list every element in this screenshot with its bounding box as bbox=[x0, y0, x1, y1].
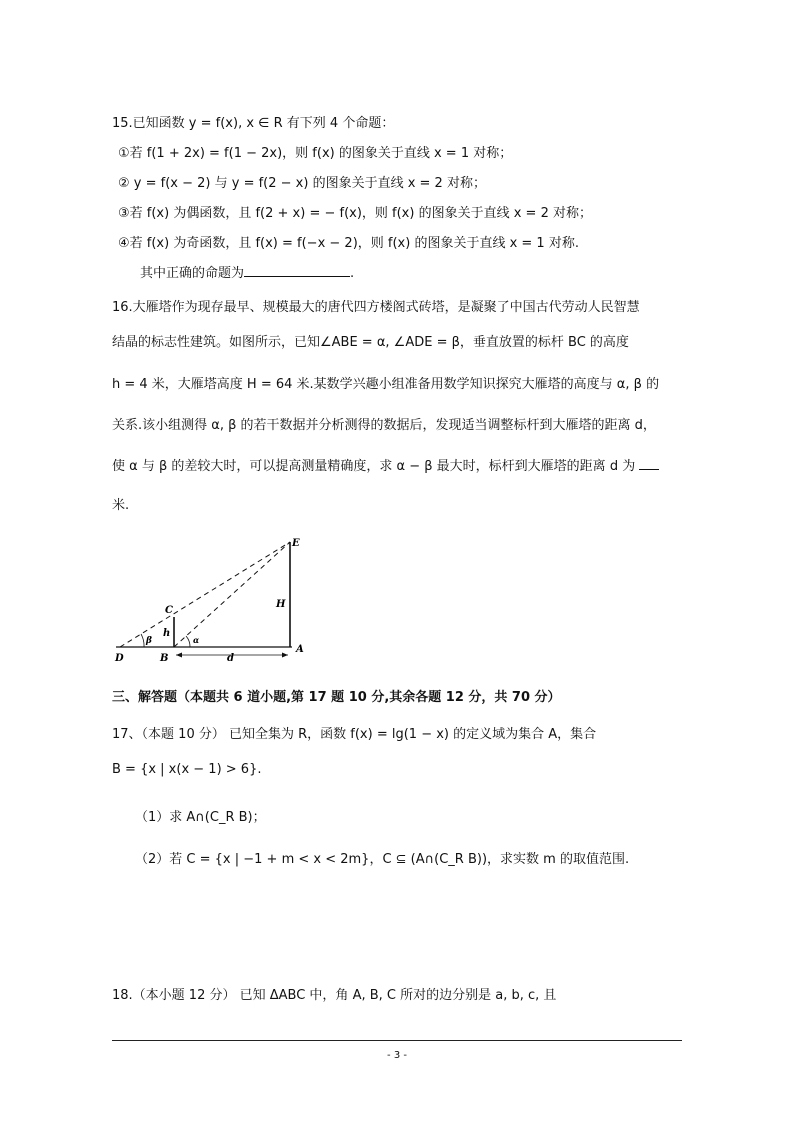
alpha-arc bbox=[186, 636, 190, 647]
q15-item-3: ③若 f(x) 为偶函数，且 f(2 + x) = − f(x)，则 f(x) 的图象关于直线 x = 2 对称； bbox=[118, 206, 592, 221]
q17-line-1: 17、（本题 10 分） 已知全集为 R，函数 f(x) = lg(1 − x) 的定义域为集合 A，集合 bbox=[112, 727, 597, 742]
q16-figure bbox=[110, 530, 310, 665]
label-E: E bbox=[292, 538, 300, 549]
label-B: B bbox=[160, 653, 169, 664]
q15-item-2: ② y = f(x − 2) 与 y = f(2 − x) 的图象关于直线 x = 2 对称； bbox=[118, 176, 486, 191]
q17-part-1: （1）求 A∩(C_R B)； bbox=[135, 810, 266, 825]
q15-answer-line bbox=[140, 262, 354, 281]
q16-line-3: h = 4 米，大雁塔高度 H = 64 米.某数学兴趣小组准备用数学知识探究大雁塔的高度与 α, β 的 bbox=[112, 377, 660, 392]
q15-answer-end: . bbox=[350, 266, 355, 281]
q15-item-1: ①若 f(1 + 2x) = f(1 − 2x)，则 f(x) 的图象关于直线 x = 1 对称； bbox=[118, 146, 513, 161]
q18-line-1: 18.（本小题 12 分） 已知 ΔABC 中，角 A, B, C 所对的边分别是 a, b, c, 且 bbox=[112, 988, 557, 1003]
q15-title: 15.已知函数 y = f(x), x ∈ R 有下列 4 个命题： bbox=[112, 116, 395, 131]
q15-item-4: ④若 f(x) 为奇函数，且 f(x) = f(−x − 2)，则 f(x) 的图象关于直线 x = 1 对称. bbox=[118, 236, 579, 251]
q16-line-2: 结晶的标志性建筑。如图所示，已知∠ABE = α, ∠ADE = β，垂直放置的标杆 BC 的高度 bbox=[112, 335, 629, 350]
page-number: - 3 - bbox=[387, 1050, 407, 1061]
q15-answer-blank[interactable] bbox=[244, 276, 350, 277]
q16-answer-blank[interactable] bbox=[639, 469, 659, 470]
q17-line-2: B = {x | x(x − 1) > 6}. bbox=[112, 762, 262, 777]
q16-line-1: 16.大雁塔作为现存最早、规模最大的唐代四方楼阁式砖塔，是凝聚了中国古代劳动人民智慧 bbox=[112, 300, 640, 315]
q17-part-2: （2）若 C = {x | −1 + m < x < 2m}，C ⊆ (A∩(C_R B))，求实数 m 的取值范围. bbox=[135, 852, 630, 867]
d-arrow-left bbox=[176, 653, 182, 658]
sight-line-b bbox=[174, 542, 290, 647]
section3-heading: 三、解答题（本题共 6 道小题,第 17 题 10 分,其余各题 12 分，共 70 分） bbox=[112, 690, 561, 705]
label-beta: β bbox=[146, 636, 152, 646]
q16-line-4: 关系.该小组测得 α, β 的若干数据并分析测得的数据后，发现适当调整标杆到大雁塔的距离 d， bbox=[112, 418, 656, 433]
d-arrow-right bbox=[282, 653, 288, 658]
sight-line-d bbox=[120, 542, 290, 647]
q16-line-5 bbox=[112, 455, 659, 474]
label-H: H bbox=[276, 599, 286, 610]
label-C: C bbox=[165, 605, 173, 616]
label-alpha: α bbox=[193, 635, 200, 645]
beta-arc bbox=[141, 634, 144, 647]
label-A: A bbox=[296, 644, 304, 655]
label-h: h bbox=[163, 628, 171, 639]
label-d: d bbox=[227, 653, 234, 664]
label-D: D bbox=[115, 653, 124, 664]
q16-line-6: 米. bbox=[112, 498, 130, 513]
footer-rule bbox=[112, 1040, 682, 1041]
q15-answer-prompt: 其中正确的命题为 bbox=[140, 266, 245, 281]
q16-line-5-text: 使 α 与 β 的差较大时，可以提高测量精确度，求 α − β 最大时，标杆到大雁塔的距离 d 为 bbox=[112, 459, 636, 474]
